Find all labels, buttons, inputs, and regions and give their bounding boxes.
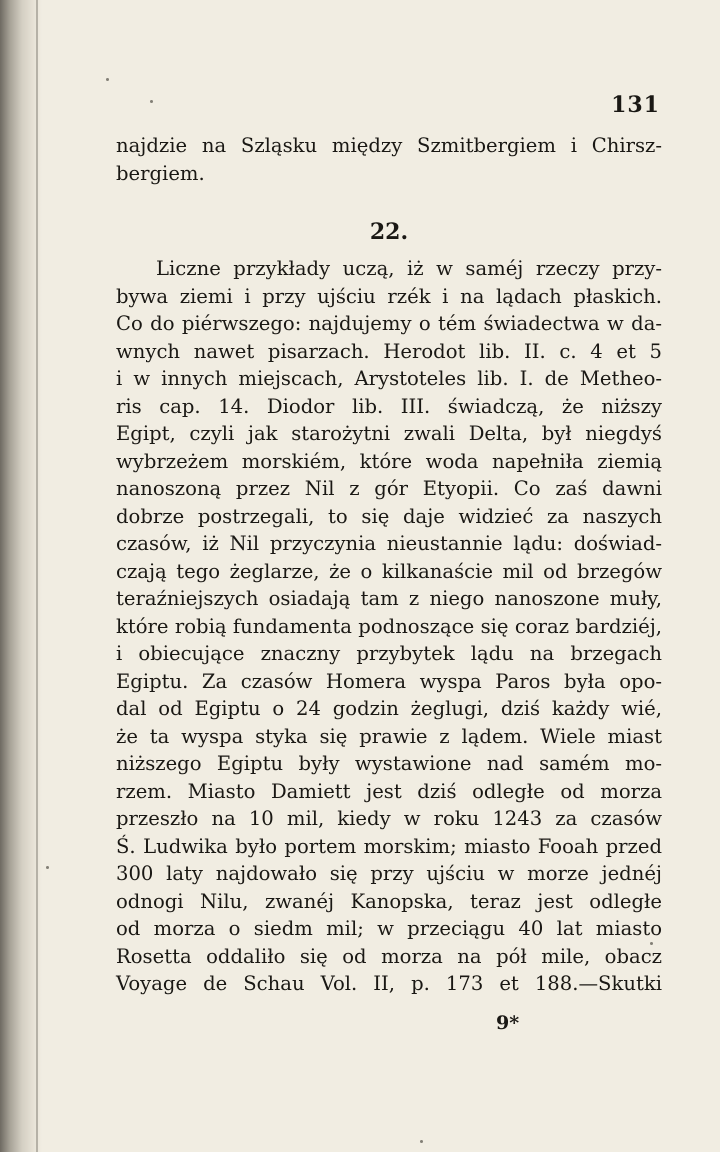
section-number: 22. [369,219,409,245]
text-line: wnych nawet pisarzach. Herodot lib. II. c. 4 et 5 [116,339,662,363]
text-line: Voyage de Schau Vol. II, p. 173 et 188.—Skutki [116,972,662,995]
page-number: 131 [611,92,660,118]
text-line: bergiem. [116,161,205,185]
text-line: i obiecujące znaczny przybytek lądu na brzegach [116,642,662,665]
paper-speck [420,1140,423,1143]
text-line: dal od Egiptu o 24 godzin żeglugi, dziś każdy wié, [116,697,662,720]
paper-speck [650,942,653,945]
text-line: rzem. Miasto Damiett jest dziś odległe od morza [116,779,662,803]
text-line: że ta wyspa styka się prawie z lądem. Wiele miast [116,724,662,748]
body-text [116,132,662,998]
text-line: przeszło na 10 mil, kiedy w roku 1243 za czasów [116,807,662,830]
text-line: Egipt, czyli jak starożytni zwali Delta, był niegdyś [116,422,662,445]
text-line: czają tego żeglarze, że o kilkanaście mil od brzegów [116,559,662,583]
text-line: które robią fundamenta podnoszące się coraz bardziéj, [116,614,662,638]
text-line: i w innych miejscach, Arystoteles lib. I. de Metheo- [116,367,662,390]
text-line: teraźniejszych osiadają tam z niego nanoszone muły, [116,587,662,610]
text-line: Liczne przykłady uczą, iż w saméj rzeczy przy- [156,257,662,280]
text-line: 300 laty najdowało się przy ujściu w morze jednéj [116,862,662,885]
text-line: dobrze postrzegali, to się daje widzieć za naszych [116,504,662,528]
paper-speck [106,78,109,81]
paper-speck [150,100,153,103]
text-line: Rosetta oddaliło się od morza na pół mile, obacz [116,944,662,968]
text-line: odnogi Nilu, zwanéj Kanopska, teraz jest odległe [116,889,662,913]
text-line: ris cap. 14. Diodor lib. III. świadczą, że niższy [116,394,662,418]
text-line: najdzie na Szląsku między Szmitbergiem i Chirsz- [116,134,662,157]
text-line: czasów, iż Nil przyczynia nieustannie lądu: doświad- [116,532,662,555]
catchword-signature: 9* [496,1012,520,1034]
text-line: niższego Egiptu były wystawione nad samém mo- [116,752,662,775]
text-line: nanoszoną przez Nil z gór Etyopii. Co zaś dawni [116,477,662,500]
binding-shadow-line [36,0,38,1152]
text-line: bywa ziemi i przy ujściu rzék i na lądach płaskich. [116,284,662,308]
text-line: Co do piérwszego: najdujemy o tém świadectwa w da- [116,312,662,335]
text-line: wybrzeżem morskiém, które woda napełniła ziemią [116,449,662,473]
paper-speck [46,866,49,869]
text-line: Ś. Ludwika było portem morskim; miasto Fooah przed [116,834,662,858]
text-line: Egiptu. Za czasów Homera wyspa Paros była opo- [116,669,662,693]
text-line: od morza o siedm mil; w przeciągu 40 lat miasto [116,917,662,940]
